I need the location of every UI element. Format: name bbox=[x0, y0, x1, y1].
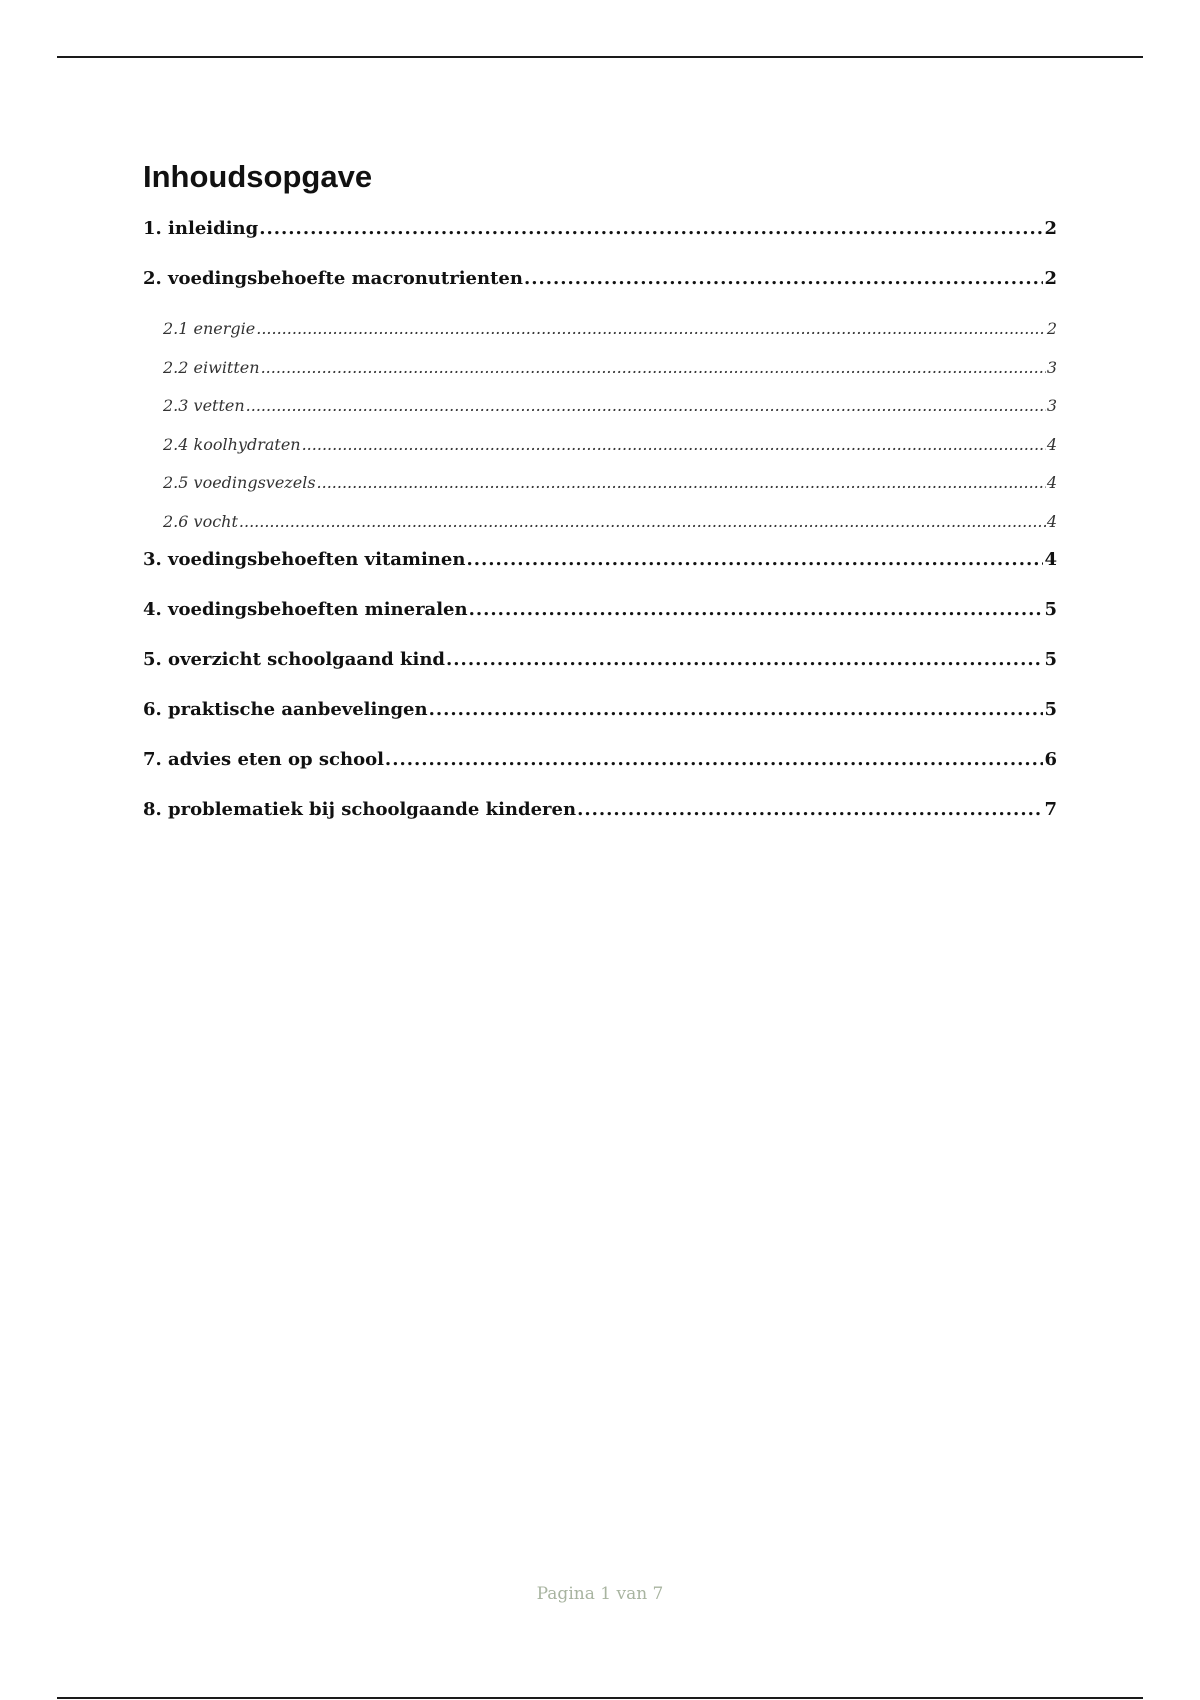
toc-chapter-entry[interactable] bbox=[143, 698, 1057, 748]
toc-dot-leader bbox=[261, 356, 1046, 380]
toc-entry-label: 2.2 eiwitten bbox=[163, 357, 260, 377]
toc-entry-page-number: 2 bbox=[1046, 319, 1057, 339]
toc-chapter-entry[interactable] bbox=[143, 648, 1057, 698]
toc-entry-page-number: 7 bbox=[1044, 799, 1057, 821]
toc-entry-label: 2.4 koolhydraten bbox=[163, 434, 301, 454]
toc-entry-label: 2.6 vocht bbox=[163, 511, 238, 531]
toc-entry-page-number: 3 bbox=[1046, 396, 1057, 416]
toc-entry-label: 5. overzicht schoolgaand kind bbox=[143, 649, 446, 671]
toc-chapter-entry[interactable] bbox=[143, 548, 1057, 598]
toc-entry-label: 2.3 vetten bbox=[163, 396, 245, 416]
toc-title: Inhoudsopgave bbox=[143, 159, 373, 194]
toc-dot-leader bbox=[302, 433, 1046, 457]
toc-entry-label: 2. voedingsbehoefte macronutrienten bbox=[143, 268, 523, 290]
toc-dot-leader bbox=[317, 471, 1046, 495]
toc-entry-page-number: 2 bbox=[1044, 268, 1057, 290]
toc-dot-leader bbox=[577, 798, 1043, 822]
toc-entry-label: 6. praktische aanbevelingen bbox=[143, 699, 428, 721]
toc-section-entry[interactable] bbox=[143, 356, 1057, 395]
toc-dot-leader bbox=[466, 548, 1043, 572]
toc-entry-list bbox=[143, 217, 1057, 848]
toc-chapter-entry[interactable] bbox=[143, 798, 1057, 848]
header-rule bbox=[57, 56, 1143, 58]
footer-rule bbox=[57, 1697, 1143, 1699]
toc-dot-leader bbox=[429, 698, 1044, 722]
toc-dot-leader bbox=[446, 648, 1043, 672]
page-number-footer: Pagina 1 van 7 bbox=[536, 1584, 664, 1604]
toc-dot-leader bbox=[246, 394, 1046, 418]
toc-dot-leader bbox=[524, 267, 1044, 291]
toc-chapter-entry[interactable] bbox=[143, 267, 1057, 317]
toc-entry-page-number: 4 bbox=[1046, 434, 1057, 454]
toc-chapter-entry[interactable] bbox=[143, 748, 1057, 798]
toc-entry-label: 3. voedingsbehoeften vitaminen bbox=[143, 549, 466, 571]
toc-entry-label: 7. advies eten op school bbox=[143, 749, 384, 771]
toc-entry-label: 8. problematiek bij schoolgaande kinderen bbox=[143, 799, 577, 821]
toc-dot-leader bbox=[256, 317, 1046, 341]
toc-dot-leader bbox=[239, 510, 1046, 534]
toc-section-entry[interactable] bbox=[143, 433, 1057, 472]
toc-section-entry[interactable] bbox=[143, 471, 1057, 510]
toc-dot-leader bbox=[259, 217, 1043, 241]
toc-entry-page-number: 4 bbox=[1046, 511, 1057, 531]
toc-entry-page-number: 5 bbox=[1044, 699, 1057, 721]
toc-entry-page-number: 3 bbox=[1046, 357, 1057, 377]
toc-section-entry[interactable] bbox=[143, 510, 1057, 549]
toc-entry-label: 2.1 energie bbox=[163, 319, 256, 339]
table-of-contents bbox=[143, 158, 1057, 848]
toc-section-entry[interactable] bbox=[143, 394, 1057, 433]
toc-chapter-entry[interactable] bbox=[143, 217, 1057, 267]
toc-dot-leader bbox=[469, 598, 1044, 622]
toc-section-entry[interactable] bbox=[143, 317, 1057, 356]
toc-entry-page-number: 4 bbox=[1044, 549, 1057, 571]
toc-entry-page-number: 2 bbox=[1044, 218, 1057, 240]
toc-entry-page-number: 5 bbox=[1044, 599, 1057, 621]
toc-chapter-entry[interactable] bbox=[143, 598, 1057, 648]
toc-entry-page-number: 5 bbox=[1044, 649, 1057, 671]
toc-entry-page-number: 4 bbox=[1046, 473, 1057, 493]
toc-entry-label: 2.5 voedingsvezels bbox=[163, 473, 316, 493]
toc-dot-leader bbox=[385, 748, 1044, 772]
toc-entry-page-number: 6 bbox=[1044, 749, 1057, 771]
toc-entry-label: 4. voedingsbehoeften mineralen bbox=[143, 599, 468, 621]
toc-entry-label: 1. inleiding bbox=[143, 218, 259, 240]
